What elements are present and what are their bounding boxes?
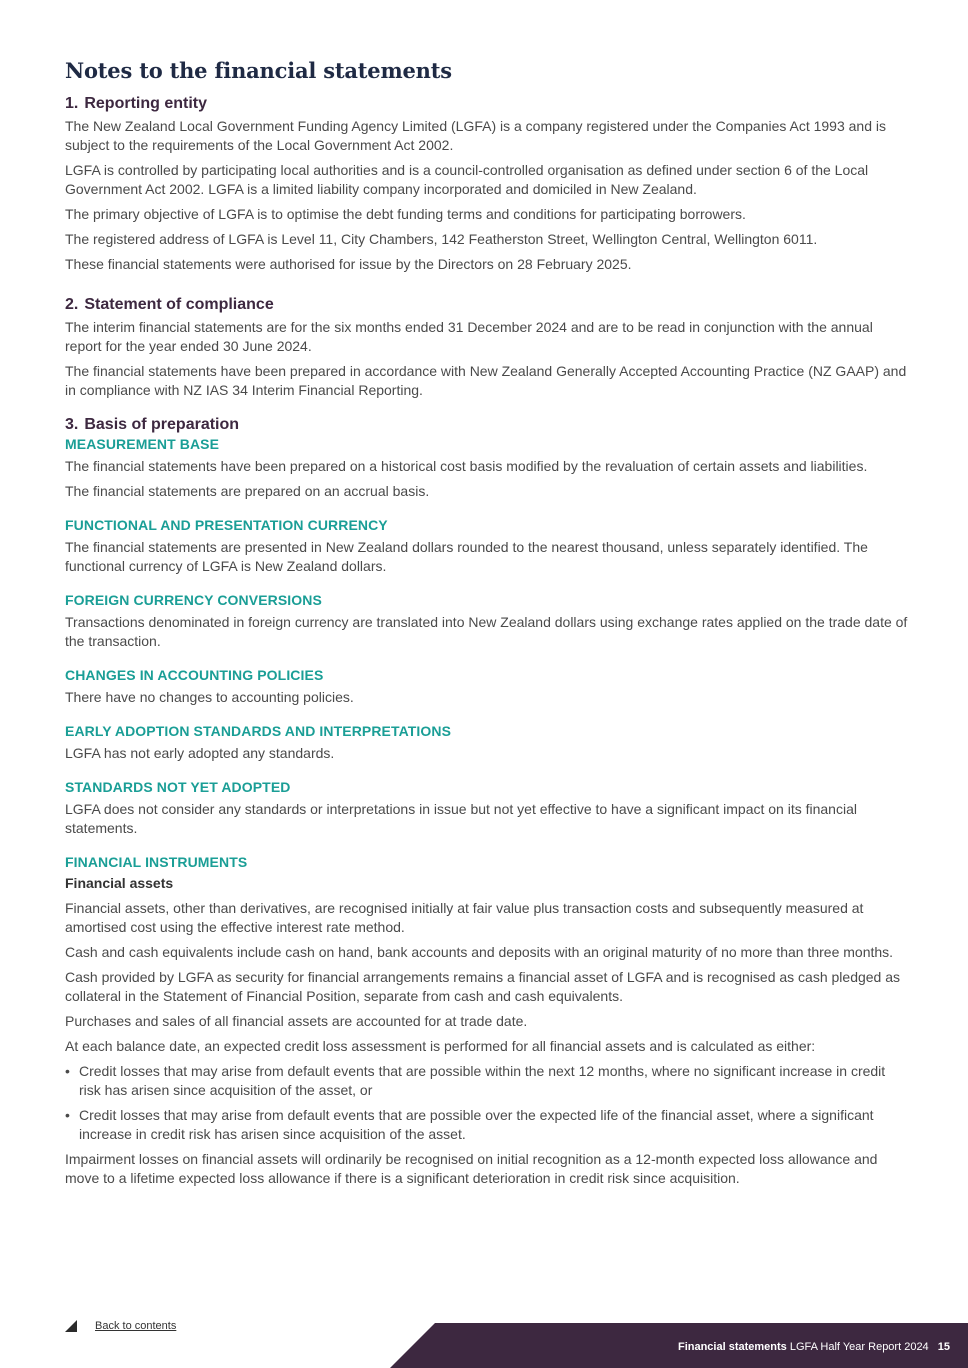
back-to-contents-link[interactable]: Back to contents xyxy=(95,1320,177,1332)
paragraph: The primary objective of LGFA is to optimise the debt funding terms and conditions for participating borrowers. xyxy=(65,206,746,222)
bullet-item: • Credit losses that may arise from default events that are possible over the expected life of the financial asset, where a significant increase in credit risk has arisen since acquisition of the asset. xyxy=(65,1106,910,1144)
paragraph: The financial statements have been prepared on a historical cost basis modified by the revaluation of certain assets and liabilities. xyxy=(65,458,868,474)
section-title: Reporting entity xyxy=(84,95,208,112)
paragraph: Financial assets, other than derivatives, are recognised initially at fair value plus transaction costs and subsequently measured at amortised cost using the effective interest rate method. xyxy=(65,900,864,935)
paragraph: The financial statements are presented in New Zealand dollars rounded to the nearest thousand, unless separately identified. The functional currency of LGFA is New Zealand dollars. xyxy=(65,539,868,574)
subsection-heading: STANDARDS NOT YET ADOPTED xyxy=(65,779,291,795)
subsection-foreign-currency xyxy=(65,592,910,651)
subsection-measurement-base xyxy=(65,436,910,501)
paragraph: There have no changes to accounting policies. xyxy=(65,689,354,705)
section-basis-of-preparation xyxy=(65,416,910,1188)
paragraph: The financial statements have been prepared in accordance with New Zealand Generally Accepted Accounting Practice (NZ GAAP) and in compliance with NZ IAS 34 Interim Financial Reporting. xyxy=(65,363,907,398)
section-reporting-entity xyxy=(65,95,910,274)
subsection-heading: FUNCTIONAL AND PRESENTATION CURRENCY xyxy=(65,517,388,533)
paragraph: Cash and cash equivalents include cash on hand, bank accounts and deposits with an original maturity of no more than three months. xyxy=(65,944,894,960)
bullet-list xyxy=(65,1062,910,1144)
subsection-heading: EARLY ADOPTION STANDARDS AND INTERPRETATIONS xyxy=(65,723,452,739)
paragraph: At each balance date, an expected credit loss assessment is performed for all financial assets and is calculated as either: xyxy=(65,1038,816,1054)
paragraph: Transactions denominated in foreign currency are translated into New Zealand dollars using exchange rates applied on the trade date of the transaction. xyxy=(65,614,908,649)
paragraph: LGFA is controlled by participating local authorities and is a council-controlled organisation as defined under section 6 of the Local Government Act 2002. LGFA is a limited liability company incorporated and domiciled in New Zealand. xyxy=(65,162,869,197)
subsection-heading: MEASUREMENT BASE xyxy=(65,436,220,452)
paragraph: Impairment losses on financial assets will ordinarily be recognised on initial recognition as a 12-month expected loss allowance and move to a lifetime expected loss allowance if there is a significant deterioration in credit risk since acquisition. xyxy=(65,1151,878,1186)
section-number: 3. xyxy=(65,416,79,433)
section-heading xyxy=(65,95,910,113)
page-number: 15 xyxy=(937,1341,950,1353)
subsection-early-adoption xyxy=(65,723,910,763)
section-heading xyxy=(65,416,910,434)
paragraph: The New Zealand Local Government Funding Agency Limited (LGFA) is a company registered under the Companies Act 1993 and is subject to the requirements of the Local Government Act 2002. xyxy=(65,118,887,153)
paragraph: The financial statements are prepared on an accrual basis. xyxy=(65,483,430,499)
paragraph: The interim financial statements are for the six months ended 31 December 2024 and are to be read in conjunction with the annual report for the year ended 30 June 2024. xyxy=(65,319,873,354)
paragraph: Cash provided by LGFA as security for financial arrangements remains a financial asset of LGFA and is recognised as cash pledged as collateral in the Statement of Financial Position, separate from cash and cash equivalents. xyxy=(65,969,901,1004)
section-statement-of-compliance xyxy=(65,296,910,400)
subsection-functional-currency xyxy=(65,517,910,576)
back-triangle-icon xyxy=(65,1320,77,1332)
section-number: 1. xyxy=(65,95,79,112)
footer-section: Financial statements xyxy=(677,1341,787,1353)
subsection-heading: FOREIGN CURRENCY CONVERSIONS xyxy=(65,592,322,608)
back-to-contents[interactable] xyxy=(65,1320,176,1332)
paragraph: LGFA does not consider any standards or interpretations in issue but not yet effective to have a significant impact on its financial statements. xyxy=(65,801,857,836)
subsection-financial-instruments xyxy=(65,854,910,1188)
page-title: Notes to the financial statements xyxy=(65,58,452,83)
section-title: Statement of compliance xyxy=(84,296,274,313)
paragraph: The registered address of LGFA is Level 11, City Chambers, 142 Featherston Street, Wellington Central, Wellington 6011. xyxy=(65,231,818,247)
footer-label xyxy=(678,1341,950,1353)
subsection-subheading: Financial assets xyxy=(65,875,174,891)
page-content xyxy=(65,58,910,1194)
paragraph: Purchases and sales of all financial assets are accounted for at trade date. xyxy=(65,1013,528,1029)
subsection-heading: CHANGES IN ACCOUNTING POLICIES xyxy=(65,667,324,683)
section-title: Basis of preparation xyxy=(84,416,240,433)
section-number: 2. xyxy=(65,296,79,313)
subsection-changes-in-policies xyxy=(65,667,910,707)
section-heading xyxy=(65,296,910,314)
paragraph: LGFA has not early adopted any standards. xyxy=(65,745,335,761)
footer-report: LGFA Half Year Report 2024 xyxy=(789,1341,929,1353)
subsection-standards-not-yet-adopted xyxy=(65,779,910,838)
paragraph: These financial statements were authorised for issue by the Directors on 28 February 2025. xyxy=(65,256,632,272)
bullet-item: • Credit losses that may arise from default events that are possible within the next 12 months, where no significant increase in credit risk has arisen since acquisition of the asset, or xyxy=(65,1062,910,1100)
subsection-heading: FINANCIAL INSTRUMENTS xyxy=(65,854,248,870)
